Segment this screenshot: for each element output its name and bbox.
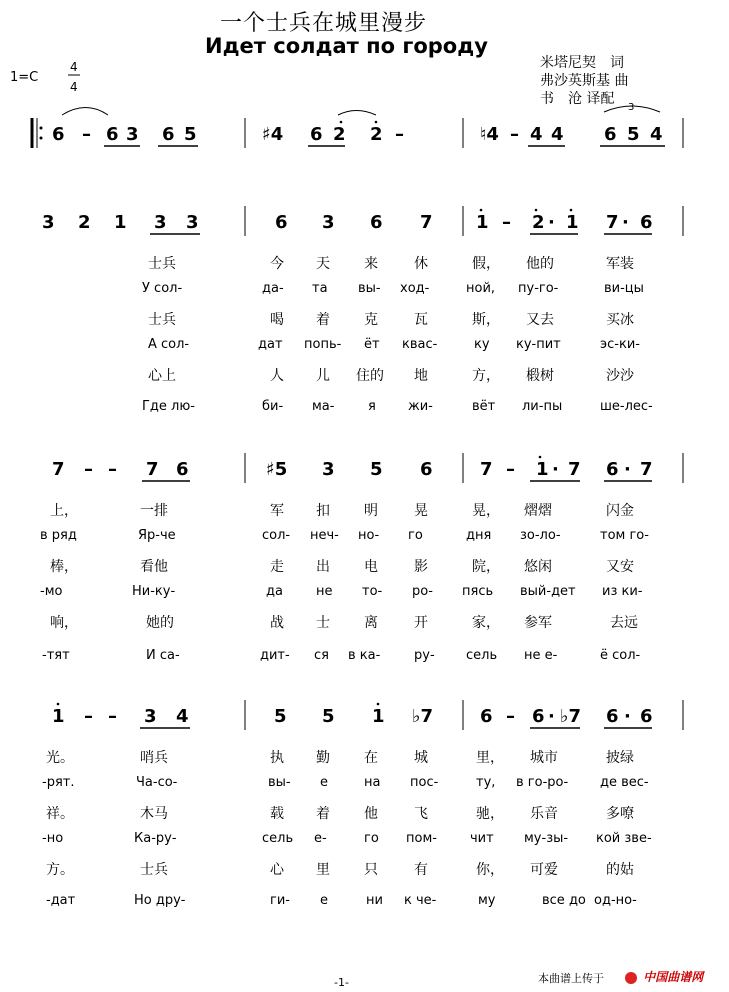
- lyric: ход-: [400, 281, 430, 296]
- lyric: дат: [258, 337, 283, 352]
- lyric: 城: [414, 750, 428, 766]
- lyric: -тят: [42, 648, 70, 663]
- lyric: не е-: [524, 648, 558, 663]
- lyric: 光。: [46, 750, 74, 766]
- lyric: 瓦: [414, 312, 428, 328]
- lyric: 士: [316, 615, 330, 631]
- note: 1: [536, 459, 549, 480]
- lyric: 喝: [270, 312, 284, 328]
- lyric: 在: [364, 750, 378, 766]
- lyric: 晃，: [472, 503, 500, 519]
- note-dot: ·: [548, 706, 555, 727]
- lyric: 买冰: [606, 312, 634, 328]
- note: 6: [370, 212, 383, 233]
- note: 1: [372, 706, 385, 727]
- lyric: но-: [358, 528, 380, 543]
- lyric: 棒，: [50, 559, 78, 575]
- note: 3: [322, 212, 335, 233]
- lyric: де вес-: [600, 775, 649, 790]
- note: 6: [640, 212, 653, 233]
- lyric: 儿: [316, 368, 330, 384]
- lyric: 可爱: [530, 862, 558, 878]
- lyric: ку-пит: [516, 337, 561, 352]
- lyric: 多嘹: [606, 806, 634, 822]
- note-dot: ·: [548, 212, 555, 233]
- note: 1: [52, 706, 65, 727]
- lyric: эс-ки-: [600, 337, 640, 352]
- lyric: 勤: [316, 750, 330, 766]
- note: ♭7: [560, 706, 582, 727]
- lyric: 休: [414, 256, 428, 272]
- lyric: том го-: [600, 528, 649, 543]
- note: 7: [146, 459, 159, 480]
- note: 2: [333, 124, 346, 145]
- lyric: 城市: [530, 750, 558, 766]
- lyric: 军: [270, 503, 284, 519]
- lyric: 闪金: [606, 503, 634, 519]
- lyric: 扣: [316, 503, 330, 519]
- note: 6: [310, 124, 323, 145]
- lyric: 今: [270, 256, 284, 272]
- note: 1: [476, 212, 489, 233]
- note: 3: [126, 124, 139, 145]
- note: ♯4: [262, 124, 284, 145]
- note: 5: [274, 706, 287, 727]
- note: 6: [606, 706, 619, 727]
- lyric: 上，: [50, 503, 78, 519]
- note-dash: –: [84, 459, 93, 480]
- translator-credit: 书 沧 译配: [540, 91, 615, 107]
- lyric: ги-: [270, 893, 290, 908]
- lyric: попь-: [304, 337, 342, 352]
- note: 3: [322, 459, 335, 480]
- site-name: 中国曲谱网: [643, 970, 704, 984]
- lyric: 看他: [140, 559, 168, 575]
- note: 2: [78, 212, 91, 233]
- lyric: ту,: [476, 775, 496, 790]
- lyric: та: [312, 281, 328, 296]
- lyric: пос-: [410, 775, 439, 790]
- page-title-russian: Идет солдат по городу: [205, 34, 488, 58]
- lyric: из ки-: [602, 584, 643, 599]
- note: 6: [532, 706, 545, 727]
- lyric: 来: [364, 256, 378, 272]
- lyric: зо-ло-: [520, 528, 561, 543]
- note: 7: [480, 459, 493, 480]
- lyric: в ряд: [40, 528, 77, 543]
- note-dash: –: [108, 459, 117, 480]
- lyric: 晃: [414, 503, 428, 519]
- lyric: 载: [270, 806, 284, 822]
- lyric: Ча-со-: [136, 775, 178, 790]
- lyric: 的姑: [606, 862, 634, 878]
- lyric: сол-: [262, 528, 291, 543]
- lyric: ро-: [412, 584, 433, 599]
- lyric: 家，: [472, 615, 500, 631]
- lyric: пу-го-: [518, 281, 559, 296]
- lyric: 假，: [472, 256, 500, 272]
- lyric: 他的: [526, 256, 554, 272]
- note: 6: [275, 212, 288, 233]
- lyric: 有: [414, 862, 428, 878]
- lyric: 战: [270, 615, 284, 631]
- lyric: 里: [316, 862, 330, 878]
- note: ♮4: [480, 124, 499, 145]
- lyric: 着: [316, 312, 330, 328]
- lyric: пясь: [462, 584, 494, 599]
- lyric: -рят.: [42, 775, 75, 790]
- lyric: дня: [466, 528, 492, 543]
- lyric: -но: [42, 831, 64, 846]
- lyric: 开: [414, 615, 428, 631]
- note: 5: [627, 124, 640, 145]
- lyric: неч-: [310, 528, 339, 543]
- lyric: 飞: [414, 806, 428, 822]
- composer-credit: 弗沙英斯基 曲: [540, 73, 629, 89]
- note: 7: [606, 212, 619, 233]
- lyric: жи-: [408, 399, 433, 414]
- logo-icon: [625, 972, 637, 984]
- lyric: квас-: [402, 337, 438, 352]
- lyric: 斯，: [472, 312, 500, 328]
- lyric: 祥。: [46, 806, 74, 822]
- lyric: ру-: [414, 648, 435, 663]
- note: 5: [370, 459, 383, 480]
- lyric: дит-: [260, 648, 290, 663]
- lyric: е-: [314, 831, 327, 846]
- note: 6: [606, 459, 619, 480]
- lyric: би-: [262, 399, 284, 414]
- key-signature: 1=C: [10, 70, 39, 85]
- note: 6: [176, 459, 189, 480]
- note: 2: [532, 212, 545, 233]
- time-signature-bottom: 4: [70, 80, 78, 94]
- note: 1: [114, 212, 127, 233]
- note: 4: [530, 124, 543, 145]
- note-dash: –: [510, 124, 519, 145]
- note-dot: ·: [624, 459, 631, 480]
- lyric: 你，: [476, 862, 504, 878]
- lyric: 方。: [46, 862, 74, 878]
- note: 7: [420, 212, 433, 233]
- lyric: ше-лес-: [600, 399, 653, 414]
- note: 3: [154, 212, 167, 233]
- lyric: А сол-: [148, 337, 190, 352]
- lyric: 天: [316, 256, 330, 272]
- lyric: 方，: [472, 368, 500, 384]
- note-dash: –: [82, 124, 91, 145]
- lyric: 熠熠: [524, 503, 552, 519]
- lyric: 士兵: [148, 312, 176, 328]
- lyric: в ка-: [348, 648, 381, 663]
- lyric: 住的: [356, 368, 384, 384]
- lyric: го: [408, 528, 423, 543]
- note: 7: [52, 459, 65, 480]
- lyric: 椴树: [526, 368, 554, 384]
- lyric: все до: [542, 893, 586, 908]
- lyric: 人: [270, 368, 284, 384]
- lyric: 哨兵: [140, 750, 168, 766]
- note-dot: ·: [622, 212, 629, 233]
- lyric: 离: [364, 615, 378, 631]
- note-dot: ·: [624, 706, 631, 727]
- note-dash: –: [502, 212, 511, 233]
- lyric: 又安: [606, 559, 634, 575]
- page-title-chinese: 一个士兵在城里漫步: [220, 11, 428, 36]
- lyric: му-зы-: [524, 831, 569, 846]
- lyric: ку: [474, 337, 490, 352]
- note: 4: [176, 706, 189, 727]
- lyric: 她的: [146, 615, 174, 631]
- lyric: го: [364, 831, 379, 846]
- note: 2: [370, 124, 383, 145]
- lyric: сель: [262, 831, 294, 846]
- lyric: ма-: [312, 399, 335, 414]
- lyric: 悠闲: [524, 559, 552, 575]
- upload-note: 本曲谱上传于: [538, 972, 604, 985]
- lyric: ной,: [466, 281, 496, 296]
- lyric: ви-цы: [604, 281, 644, 296]
- lyric: 执: [270, 750, 284, 766]
- lyric: чит: [470, 831, 494, 846]
- lyric: -мо: [40, 584, 63, 599]
- lyric: Но дру-: [134, 893, 186, 908]
- note: 6: [52, 124, 65, 145]
- note: 5: [322, 706, 335, 727]
- lyric: 影: [414, 559, 428, 575]
- lyric: да-: [262, 281, 284, 296]
- lyric: кой зве-: [596, 831, 652, 846]
- lyric: не: [316, 584, 333, 599]
- note: 7: [640, 459, 653, 480]
- note: 6: [162, 124, 175, 145]
- lyric: пом-: [406, 831, 437, 846]
- lyric: 乐音: [530, 806, 558, 822]
- lyric: сель: [466, 648, 498, 663]
- lyric: на: [364, 775, 381, 790]
- lyric: ни: [366, 893, 383, 908]
- lyric: 走: [270, 559, 284, 575]
- lyric: -дат: [46, 893, 76, 908]
- lyricist-credit: 米塔尼契 词: [540, 55, 624, 71]
- lyric: 院，: [472, 559, 500, 575]
- time-signature-top: 4: [70, 60, 78, 74]
- note: 1: [566, 212, 579, 233]
- note-dash: –: [506, 706, 515, 727]
- lyric: вы-: [268, 775, 291, 790]
- svg-text:3: 3: [628, 102, 635, 113]
- lyric: 士兵: [148, 256, 176, 272]
- lyric: 士兵: [140, 862, 168, 878]
- note: 3: [144, 706, 157, 727]
- lyric: 木马: [140, 806, 168, 822]
- note-dot: ·: [552, 459, 559, 480]
- note: ♯5: [266, 459, 288, 480]
- lyric: я: [368, 399, 376, 414]
- note: 6: [640, 706, 653, 727]
- note: 7: [568, 459, 581, 480]
- lyric: е: [320, 893, 328, 908]
- lyric: в го-ро-: [516, 775, 569, 790]
- lyric: 他: [364, 806, 378, 822]
- lyric: 参军: [524, 615, 552, 631]
- note: 3: [186, 212, 199, 233]
- lyric: Яр-че: [138, 528, 176, 543]
- lyric: Где лю-: [142, 399, 195, 414]
- lyric: У сол-: [142, 281, 183, 296]
- lyric: 出: [316, 559, 330, 575]
- lyric: 驰，: [476, 806, 504, 822]
- site-logo[interactable]: [625, 968, 703, 985]
- lyric: ли-пы: [522, 399, 563, 414]
- note: 6: [420, 459, 433, 480]
- lyric: ё сол-: [600, 648, 641, 663]
- lyric: ся: [314, 648, 329, 663]
- lyric: 电: [364, 559, 378, 575]
- lyric: ёт: [364, 337, 380, 352]
- note: 6: [604, 124, 617, 145]
- lyric: 里，: [476, 750, 504, 766]
- note-dash: –: [506, 459, 515, 480]
- lyric: 军装: [606, 256, 634, 272]
- page-number: -1-: [334, 976, 349, 989]
- lyric: му: [478, 893, 496, 908]
- note-dash: –: [84, 706, 93, 727]
- lyric: 着: [316, 806, 330, 822]
- note: 4: [551, 124, 564, 145]
- lyric: 披绿: [606, 750, 634, 766]
- lyric: 只: [364, 862, 378, 878]
- lyric: вый-дет: [520, 584, 576, 599]
- lyric: 心: [270, 862, 284, 878]
- lyric: 沙沙: [606, 368, 634, 384]
- lyric: 明: [364, 503, 378, 519]
- note-dash: –: [108, 706, 117, 727]
- lyric: е: [320, 775, 328, 790]
- lyric: вы-: [358, 281, 381, 296]
- lyric: 地: [414, 368, 428, 384]
- note: 6: [480, 706, 493, 727]
- note: ♭7: [412, 706, 434, 727]
- lyric: 一排: [140, 503, 168, 519]
- lyric: 响，: [50, 615, 78, 631]
- lyric: то-: [362, 584, 383, 599]
- lyric: И са-: [146, 648, 180, 663]
- lyric: Ни-ку-: [132, 584, 176, 599]
- note: 5: [184, 124, 197, 145]
- lyric: вёт: [472, 399, 496, 414]
- lyric: Ка-ру-: [134, 831, 177, 846]
- lyric: да: [266, 584, 283, 599]
- note: 4: [650, 124, 663, 145]
- lyric: 去远: [610, 615, 638, 631]
- lyric: 克: [364, 312, 378, 328]
- note: 6: [106, 124, 119, 145]
- note: 3: [42, 212, 55, 233]
- lyric: 又去: [526, 312, 554, 328]
- note-dash: –: [395, 124, 404, 145]
- lyric: од-но-: [594, 893, 637, 908]
- lyric: 心上: [148, 368, 176, 384]
- lyric: к че-: [404, 893, 437, 908]
